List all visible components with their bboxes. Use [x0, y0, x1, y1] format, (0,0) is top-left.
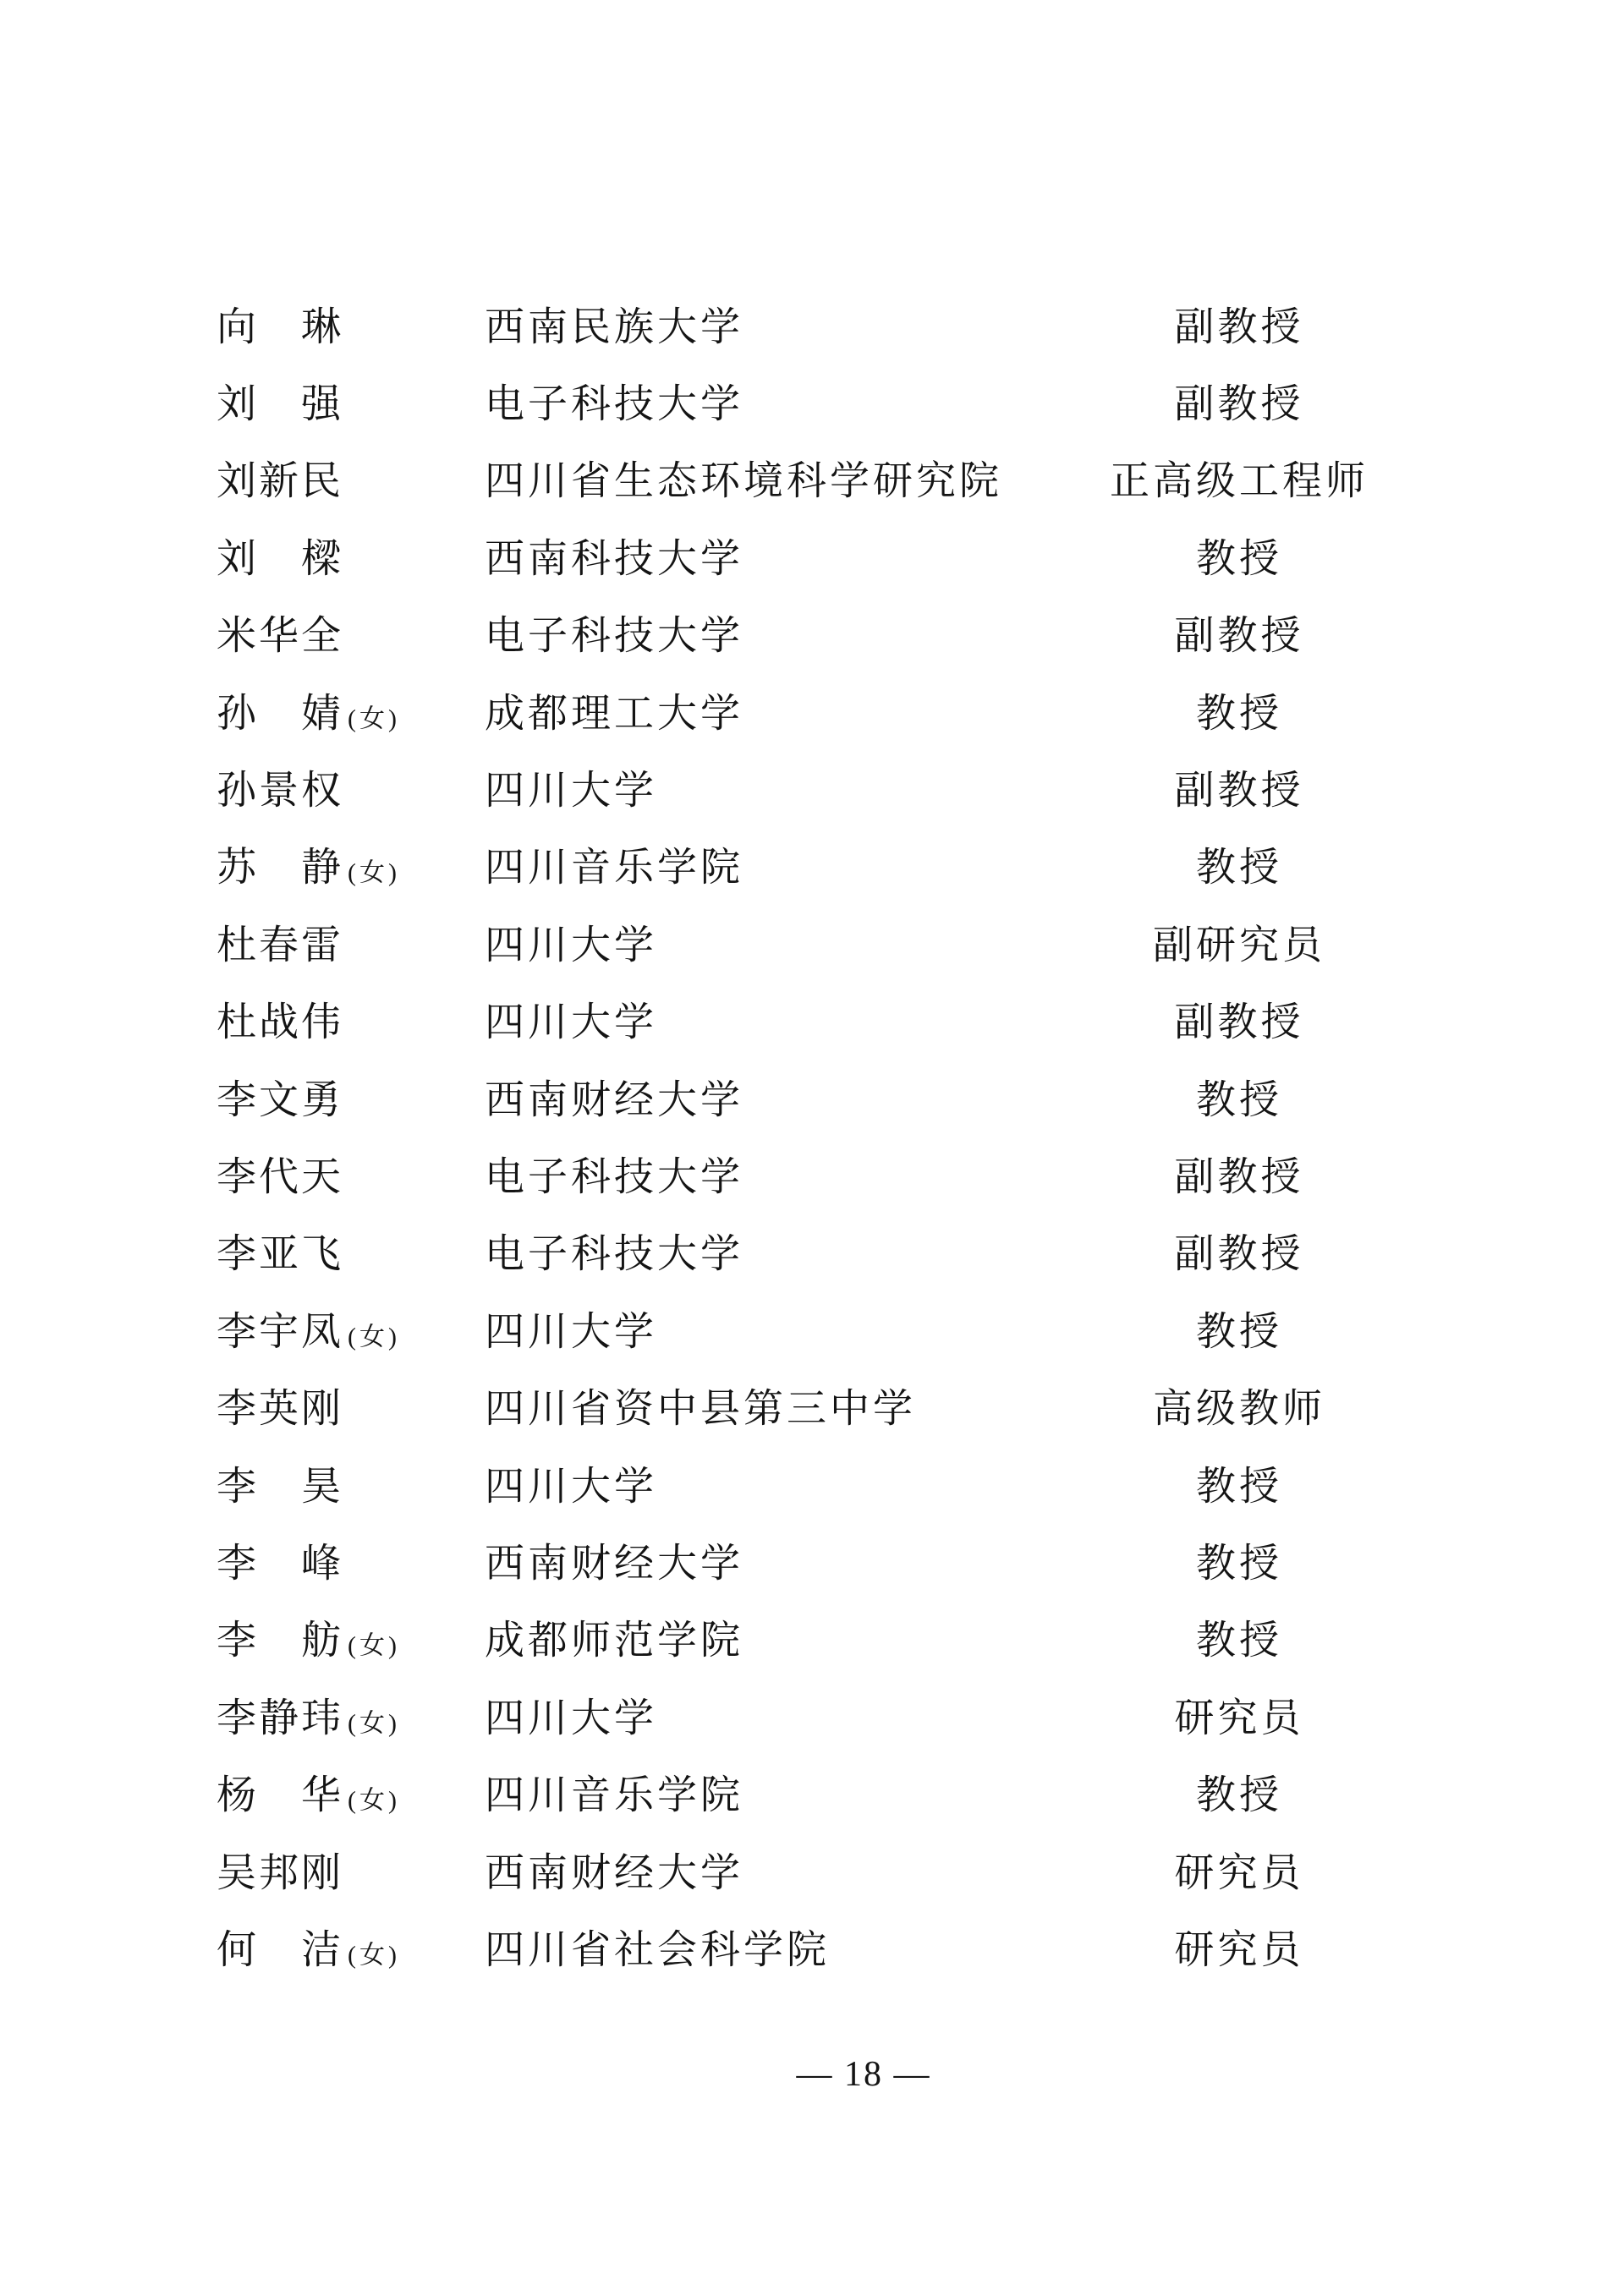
- person-name: [217, 769, 341, 814]
- professional-title: 副教授: [1174, 1155, 1304, 1200]
- name-char: 琳: [301, 305, 341, 350]
- name-char: 权: [301, 769, 341, 814]
- institution-name: 西南财经大学: [485, 1542, 743, 1586]
- person-name: [217, 305, 341, 350]
- institution-name: 成都理工大学: [485, 692, 743, 737]
- name-char: 宇: [259, 1310, 299, 1355]
- name-char: 李: [217, 1078, 256, 1123]
- person-name: [217, 1773, 341, 1818]
- person-name: [217, 459, 341, 504]
- name-cell: [217, 1619, 400, 1663]
- name-char: 李: [217, 1387, 256, 1432]
- name-char: 刚: [301, 1387, 341, 1432]
- institution-name: 四川音乐学院: [485, 1773, 743, 1818]
- professional-title: 教授: [1196, 537, 1282, 582]
- name-cell: [217, 1310, 400, 1355]
- person-name: [217, 923, 341, 968]
- gender-note: (女): [348, 704, 400, 733]
- name-cell: [217, 1387, 341, 1432]
- name-cell: [217, 614, 341, 659]
- name-char: 樑: [301, 537, 341, 582]
- name-char: 李: [217, 1232, 256, 1277]
- name-char: 伟: [301, 1000, 341, 1045]
- name-char: 昊: [301, 1465, 341, 1510]
- professional-title: 副教授: [1174, 305, 1304, 350]
- name-cell: [217, 1465, 341, 1510]
- name-char: 华: [259, 614, 299, 659]
- table-row: [0, 907, 1624, 984]
- name-cell: [217, 769, 341, 814]
- professional-title: 研究员: [1174, 1851, 1304, 1895]
- table-row: [0, 1603, 1624, 1680]
- name-cell: [217, 1773, 400, 1818]
- institution-name: 成都师范学院: [485, 1619, 743, 1663]
- person-name: [217, 382, 341, 427]
- professional-title: 高级教师: [1153, 1387, 1325, 1432]
- name-cell: [217, 1232, 341, 1277]
- professional-title: 副教授: [1174, 382, 1304, 427]
- name-char: 李: [217, 1465, 256, 1510]
- person-name: [217, 846, 341, 890]
- name-char: 华: [301, 1773, 341, 1818]
- table-row: [0, 521, 1624, 598]
- table-row: [0, 444, 1624, 521]
- professional-title: 研究员: [1174, 1696, 1304, 1741]
- name-char: 亚: [259, 1232, 299, 1277]
- gender-note: (女): [348, 1941, 400, 1970]
- name-char: 峰: [301, 1542, 341, 1586]
- name-cell: [217, 1544, 341, 1584]
- page-number: — 18 —: [796, 2055, 931, 2094]
- table-row: [0, 1526, 1624, 1603]
- table-row: [0, 1757, 1624, 1834]
- name-char: 杜: [217, 1000, 256, 1045]
- table-row: [0, 985, 1624, 1062]
- name-char: 飞: [301, 1232, 341, 1277]
- table-row: [0, 599, 1624, 676]
- name-char: 何: [217, 1928, 256, 1973]
- institution-name: 四川省生态环境科学研究院: [485, 459, 1002, 504]
- institution-name: 四川音乐学院: [485, 846, 743, 890]
- person-name: [217, 1310, 341, 1355]
- name-char: 孙: [217, 692, 256, 737]
- name-char: 雷: [301, 923, 341, 968]
- name-char: 李: [217, 1619, 256, 1663]
- institution-name: 四川省资中县第三中学: [485, 1387, 916, 1432]
- institution-name: 西南财经大学: [485, 1851, 743, 1895]
- person-name: [217, 1544, 341, 1584]
- table-row: [0, 1139, 1624, 1216]
- appointee-list: [0, 289, 1624, 1990]
- person-name: [217, 1696, 341, 1741]
- name-char: 刘: [217, 459, 256, 504]
- person-name: [217, 1465, 341, 1510]
- name-char: 刘: [217, 382, 256, 427]
- table-row: [0, 1217, 1624, 1294]
- name-cell: [217, 1078, 341, 1123]
- name-cell: [217, 382, 341, 427]
- professional-title: 教授: [1196, 1773, 1282, 1818]
- person-name: [217, 692, 341, 737]
- table-row: [0, 1371, 1624, 1448]
- name-cell: [217, 923, 341, 968]
- name-char: 杨: [217, 1773, 256, 1818]
- professional-title: 副教授: [1174, 614, 1304, 659]
- name-char: 吴: [217, 1851, 256, 1895]
- institution-name: 四川大学: [485, 1465, 657, 1510]
- professional-title: 副研究员: [1153, 923, 1325, 968]
- person-name: [217, 1000, 341, 1045]
- professional-title: 教授: [1196, 692, 1282, 737]
- professional-title: 教授: [1196, 846, 1282, 890]
- gender-note: (女): [348, 858, 400, 887]
- name-char: 苏: [217, 846, 256, 890]
- professional-title: 副教授: [1174, 1000, 1304, 1045]
- name-char: 向: [217, 305, 256, 350]
- gender-note: (女): [348, 1323, 400, 1351]
- institution-name: 电子科技大学: [485, 1232, 743, 1277]
- table-row: [0, 366, 1624, 443]
- person-name: [217, 1155, 341, 1200]
- name-char: 邦: [259, 1851, 299, 1895]
- name-char: 李: [217, 1310, 256, 1355]
- name-char: 战: [259, 1000, 299, 1045]
- person-name: [217, 614, 341, 659]
- table-row: [0, 676, 1624, 753]
- name-char: 孙: [217, 769, 256, 814]
- institution-name: 电子科技大学: [485, 614, 743, 659]
- name-cell: [217, 1000, 341, 1045]
- table-row: [0, 1449, 1624, 1526]
- table-row: [0, 1835, 1624, 1912]
- name-char: 静: [259, 1696, 299, 1741]
- name-char: 李: [217, 1696, 256, 1741]
- name-char: 李: [217, 1155, 256, 1200]
- gender-note: (女): [348, 1709, 400, 1738]
- institution-name: 电子科技大学: [485, 1155, 743, 1200]
- professional-title: 教授: [1196, 1542, 1282, 1586]
- person-name: [217, 1387, 341, 1432]
- table-row: [0, 1294, 1624, 1371]
- name-char: 强: [301, 382, 341, 427]
- professional-title: 副教授: [1174, 769, 1304, 814]
- name-cell: [217, 305, 341, 350]
- table-row: [0, 1912, 1624, 1989]
- professional-title: 研究员: [1174, 1928, 1304, 1973]
- gender-note: (女): [348, 1786, 400, 1815]
- person-name: [217, 1928, 341, 1973]
- name-char: 静: [301, 846, 341, 890]
- institution-name: 四川大学: [485, 1310, 657, 1355]
- name-cell: [217, 537, 341, 582]
- name-char: 新: [259, 459, 299, 504]
- name-char: 洁: [301, 1928, 341, 1973]
- professional-title: 教授: [1196, 1078, 1282, 1123]
- table-row: [0, 1680, 1624, 1757]
- institution-name: 西南财经大学: [485, 1078, 743, 1123]
- name-char: 全: [301, 614, 341, 659]
- professional-title: 教授: [1196, 1619, 1282, 1663]
- name-cell: [217, 1696, 400, 1741]
- table-row: [0, 1062, 1624, 1139]
- name-char: 杜: [217, 923, 256, 968]
- name-char: 景: [259, 769, 299, 814]
- name-char: 民: [301, 459, 341, 504]
- name-char: 勇: [301, 1078, 341, 1123]
- name-char: 天: [301, 1155, 341, 1200]
- name-cell: [217, 1155, 341, 1200]
- name-char: 代: [259, 1155, 299, 1200]
- name-char: 刘: [217, 537, 256, 582]
- name-char: 春: [259, 923, 299, 968]
- institution-name: 四川大学: [485, 769, 657, 814]
- table-row: [0, 289, 1624, 366]
- professional-title: 教授: [1196, 1310, 1282, 1355]
- institution-name: 四川大学: [485, 1696, 657, 1741]
- name-char: 凤: [301, 1310, 341, 1355]
- table-row: [0, 830, 1624, 907]
- name-cell: [217, 1851, 341, 1895]
- name-char: 李: [217, 1542, 256, 1586]
- professional-title: 副教授: [1174, 1232, 1304, 1277]
- name-cell: [217, 846, 400, 890]
- name-char: 米: [217, 614, 256, 659]
- institution-name: 西南民族大学: [485, 305, 743, 350]
- institution-name: 电子科技大学: [485, 382, 743, 427]
- gender-note: (女): [348, 1631, 400, 1660]
- name-char: 刚: [301, 1851, 341, 1895]
- name-cell: [217, 692, 400, 737]
- professional-title: 教授: [1196, 1465, 1282, 1510]
- table-row: [0, 753, 1624, 830]
- name-char: 玮: [301, 1696, 341, 1741]
- institution-name: 西南科技大学: [485, 537, 743, 582]
- name-char: 舫: [301, 1619, 341, 1663]
- name-char: 英: [259, 1387, 299, 1432]
- name-cell: [217, 1928, 400, 1973]
- person-name: [217, 537, 341, 582]
- institution-name: 四川省社会科学院: [485, 1928, 830, 1973]
- person-name: [217, 1619, 341, 1663]
- institution-name: 四川大学: [485, 923, 657, 968]
- name-char: 婧: [301, 692, 341, 737]
- person-name: [217, 1851, 341, 1895]
- name-char: 文: [259, 1078, 299, 1123]
- institution-name: 四川大学: [485, 1000, 657, 1045]
- person-name: [217, 1078, 341, 1123]
- person-name: [217, 1232, 341, 1277]
- name-cell: [217, 459, 341, 504]
- professional-title: 正高级工程师: [1110, 459, 1369, 504]
